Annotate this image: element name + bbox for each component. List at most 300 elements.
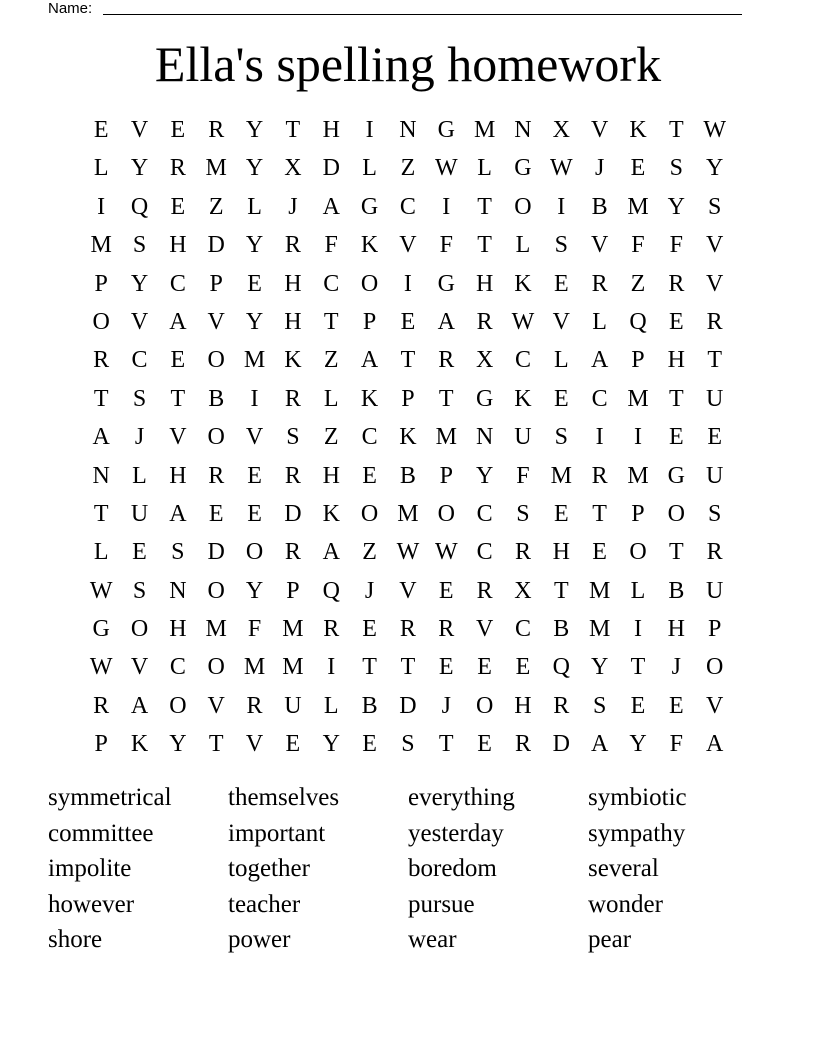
grid-letter: T bbox=[477, 193, 492, 220]
grid-letter: Y bbox=[169, 731, 187, 758]
grid-letter: S bbox=[286, 424, 300, 451]
grid-letter: M bbox=[282, 616, 304, 643]
grid-letter: E bbox=[707, 424, 722, 451]
grid-letter: E bbox=[170, 117, 186, 143]
grid-letter: R bbox=[591, 462, 608, 489]
grid-letter: B bbox=[399, 462, 416, 489]
grid-letter: S bbox=[132, 385, 147, 412]
word-list-item: shore bbox=[48, 926, 103, 953]
grid-letter: K bbox=[399, 424, 417, 451]
grid-letter: M bbox=[90, 232, 112, 259]
word-list bbox=[48, 780, 768, 958]
grid-letter: K bbox=[629, 117, 647, 143]
grid-letter: Y bbox=[590, 654, 609, 681]
grid-letter: A bbox=[92, 424, 110, 451]
grid-letter: T bbox=[707, 347, 722, 374]
grid-letter: S bbox=[592, 692, 607, 719]
grid-letter: C bbox=[514, 616, 531, 643]
grid-letter: T bbox=[630, 654, 646, 681]
grid-letter: T bbox=[323, 308, 339, 335]
word-list-item: teacher bbox=[228, 890, 301, 918]
grid-letter: T bbox=[93, 500, 109, 527]
grid-letter: F bbox=[669, 731, 683, 758]
word-list-item: committee bbox=[48, 819, 154, 847]
grid-letter: U bbox=[706, 462, 724, 489]
grid-letter: J bbox=[134, 424, 145, 451]
grid-letter: A bbox=[590, 347, 609, 374]
grid-letter: X bbox=[552, 117, 570, 143]
grid-letter: K bbox=[360, 232, 379, 259]
grid-letter: N bbox=[475, 424, 494, 451]
grid-letter: S bbox=[171, 539, 185, 566]
grid-letter: V bbox=[245, 731, 264, 758]
grid-letter: R bbox=[284, 539, 301, 566]
grid-letter: P bbox=[439, 462, 453, 489]
grid-letter: E bbox=[132, 539, 147, 566]
grid-letter: R bbox=[514, 539, 531, 566]
grid-letter: R bbox=[399, 616, 416, 643]
grid-letter: R bbox=[668, 270, 685, 297]
grid-letter: M bbox=[588, 616, 611, 643]
grid-letter: H bbox=[322, 117, 340, 143]
grid-letter: N bbox=[169, 577, 187, 604]
grid-letter: R bbox=[553, 692, 570, 719]
grid-letter: V bbox=[169, 424, 187, 451]
grid-letter: C bbox=[476, 539, 493, 566]
grid-letter: B bbox=[208, 385, 225, 412]
grid-letter: T bbox=[400, 347, 416, 374]
grid-letter: O bbox=[169, 692, 187, 719]
grid-letter: O bbox=[207, 577, 225, 604]
grid-letter: P bbox=[401, 385, 415, 412]
grid-letter: O bbox=[360, 500, 379, 527]
name-label: Name: bbox=[48, 0, 93, 17]
grid-letter: V bbox=[706, 232, 724, 259]
grid-letter: T bbox=[438, 385, 454, 412]
letter-grid bbox=[82, 111, 734, 764]
grid-letter: V bbox=[245, 424, 264, 451]
grid-letter: H bbox=[514, 692, 532, 719]
grid-letter: O bbox=[437, 500, 455, 527]
grid-letter: I bbox=[403, 270, 412, 297]
word-list-item: pursue bbox=[408, 890, 475, 918]
grid-letter: O bbox=[667, 500, 685, 527]
grid-letter: Z bbox=[323, 424, 339, 451]
grid-letter: T bbox=[477, 232, 492, 259]
grid-letter: Y bbox=[475, 462, 494, 489]
grid-letter: Z bbox=[362, 539, 377, 566]
grid-letter: H bbox=[169, 232, 187, 259]
grid-letter: R bbox=[284, 385, 301, 412]
grid-letter: D bbox=[552, 731, 570, 758]
grid-letter: L bbox=[553, 347, 569, 374]
grid-letter: N bbox=[92, 462, 110, 489]
grid-letter: P bbox=[362, 308, 377, 335]
word-list-item: boredom bbox=[408, 855, 497, 882]
grid-letter: S bbox=[554, 424, 568, 451]
grid-letter: V bbox=[552, 308, 570, 335]
grid-row bbox=[82, 149, 734, 187]
grid-letter: I bbox=[633, 616, 642, 643]
grid-letter: E bbox=[362, 616, 377, 643]
grid-letter: K bbox=[360, 385, 379, 412]
grid-letter: H bbox=[475, 270, 494, 297]
grid-letter: Q bbox=[322, 577, 340, 604]
grid-letter: W bbox=[396, 539, 420, 566]
grid-letter: I bbox=[97, 193, 106, 220]
grid-letter: P bbox=[94, 731, 108, 758]
grid-letter: O bbox=[207, 654, 225, 681]
grid-letter: J bbox=[364, 577, 375, 604]
grid-letter: O bbox=[207, 424, 225, 451]
grid-letter: S bbox=[516, 500, 530, 527]
grid-letter: G bbox=[92, 616, 110, 643]
grid-letter: P bbox=[94, 270, 108, 297]
grid-letter: V bbox=[130, 117, 149, 143]
grid-letter: L bbox=[323, 692, 339, 719]
grid-row bbox=[82, 725, 734, 763]
grid-letter: U bbox=[514, 424, 532, 451]
grid-letter: E bbox=[553, 270, 569, 297]
grid-letter: V bbox=[207, 308, 225, 335]
grid-row bbox=[82, 111, 734, 149]
grid-letter: L bbox=[323, 385, 339, 412]
word-list-item: impolite bbox=[48, 855, 132, 882]
grid-letter: V bbox=[706, 270, 724, 297]
grid-letter: V bbox=[207, 692, 225, 719]
grid-letter: M bbox=[627, 462, 649, 489]
grid-letter: N bbox=[399, 117, 417, 143]
grid-letter: U bbox=[706, 385, 724, 412]
grid-letter: R bbox=[706, 539, 723, 566]
grid-letter: E bbox=[668, 692, 684, 719]
grid-letter: O bbox=[629, 539, 647, 566]
grid-letter: Z bbox=[630, 270, 646, 297]
grid-row bbox=[82, 226, 734, 264]
grid-letter: R bbox=[591, 270, 608, 297]
grid-letter: O bbox=[130, 616, 149, 643]
grid-letter: Z bbox=[208, 193, 224, 220]
grid-letter: V bbox=[399, 232, 417, 259]
grid-letter: G bbox=[514, 155, 532, 182]
grid-row bbox=[82, 610, 734, 648]
grid-letter: R bbox=[323, 616, 340, 643]
grid-letter: T bbox=[362, 654, 377, 681]
grid-letter: T bbox=[170, 385, 186, 412]
grid-letter: T bbox=[668, 385, 684, 412]
grid-letter: E bbox=[592, 539, 607, 566]
grid-letter: C bbox=[131, 347, 148, 374]
grid-letter: D bbox=[322, 155, 340, 182]
grid-letter: E bbox=[400, 308, 416, 335]
grid-letter: D bbox=[399, 692, 417, 719]
grid-letter: E bbox=[170, 347, 186, 374]
grid-letter: H bbox=[667, 616, 685, 643]
grid-letter: E bbox=[515, 654, 531, 681]
grid-row bbox=[82, 572, 734, 610]
grid-letter: S bbox=[554, 232, 568, 259]
grid-letter: O bbox=[92, 308, 110, 335]
grid-letter: I bbox=[250, 385, 259, 412]
grid-letter: Q bbox=[130, 193, 149, 220]
grid-letter: R bbox=[169, 155, 186, 182]
grid-letter: V bbox=[399, 577, 417, 604]
grid-letter: E bbox=[362, 462, 377, 489]
grid-letter: V bbox=[130, 308, 149, 335]
grid-letter: Z bbox=[323, 347, 339, 374]
grid-letter: G bbox=[437, 270, 455, 297]
grid-letter: L bbox=[93, 539, 109, 566]
grid-letter: R bbox=[284, 462, 301, 489]
grid-letter: M bbox=[627, 193, 649, 220]
grid-letter: B bbox=[668, 577, 685, 604]
grid-letter: R bbox=[476, 577, 493, 604]
grid-letter: C bbox=[169, 270, 186, 297]
grid-letter: L bbox=[592, 308, 607, 335]
grid-letter: L bbox=[362, 155, 377, 182]
grid-letter: S bbox=[669, 155, 683, 182]
grid-letter: A bbox=[706, 731, 724, 758]
grid-row bbox=[82, 418, 734, 456]
grid-letter: P bbox=[209, 270, 223, 297]
grid-letter: B bbox=[361, 692, 378, 719]
word-list-item: pear bbox=[588, 926, 632, 953]
grid-letter: F bbox=[516, 462, 530, 489]
grid-letter: V bbox=[130, 654, 149, 681]
grid-letter: A bbox=[437, 308, 455, 335]
grid-letter: Z bbox=[400, 155, 416, 182]
grid-letter: A bbox=[322, 539, 340, 566]
grid-letter: I bbox=[442, 193, 451, 220]
grid-letter: E bbox=[93, 117, 109, 143]
grid-letter: Y bbox=[706, 155, 724, 182]
grid-letter: P bbox=[631, 500, 645, 527]
grid-letter: Q bbox=[552, 654, 570, 681]
grid-letter: K bbox=[514, 270, 532, 297]
grid-letter: D bbox=[207, 232, 225, 259]
grid-letter: M bbox=[397, 500, 419, 527]
grid-letter: J bbox=[671, 654, 681, 681]
word-list-item: everything bbox=[408, 784, 515, 811]
grid-letter: S bbox=[132, 577, 147, 604]
grid-letter: A bbox=[322, 193, 340, 220]
grid-letter: E bbox=[247, 270, 262, 297]
word-list-item: symmetrical bbox=[48, 784, 172, 811]
grid-row bbox=[82, 648, 734, 686]
grid-letter: A bbox=[590, 731, 609, 758]
grid-letter: H bbox=[322, 462, 340, 489]
grid-letter: H bbox=[284, 270, 302, 297]
grid-letter: E bbox=[247, 500, 262, 527]
name-field bbox=[48, 0, 742, 18]
grid-letter: R bbox=[706, 308, 723, 335]
grid-letter: H bbox=[667, 347, 685, 374]
grid-row bbox=[82, 495, 734, 533]
grid-letter: T bbox=[208, 731, 224, 758]
grid-letter: M bbox=[205, 155, 227, 182]
grid-letter: W bbox=[549, 155, 573, 182]
grid-letter: B bbox=[591, 193, 608, 220]
grid-letter: G bbox=[475, 385, 494, 412]
grid-letter: U bbox=[706, 577, 724, 604]
grid-letter: M bbox=[473, 117, 496, 143]
grid-letter: Q bbox=[629, 308, 647, 335]
word-list-item: power bbox=[228, 926, 291, 953]
grid-letter: E bbox=[438, 654, 454, 681]
grid-letter: K bbox=[514, 385, 532, 412]
grid-letter: O bbox=[245, 539, 264, 566]
grid-letter: R bbox=[93, 347, 110, 374]
grid-letter: W bbox=[511, 308, 535, 335]
grid-letter: G bbox=[437, 117, 455, 143]
grid-letter: L bbox=[93, 155, 109, 182]
grid-letter: I bbox=[557, 193, 566, 220]
word-list-item: symbiotic bbox=[588, 784, 687, 811]
grid-letter: M bbox=[282, 654, 304, 681]
grid-letter: M bbox=[588, 577, 611, 604]
grid-letter: M bbox=[435, 424, 457, 451]
grid-letter: F bbox=[247, 616, 262, 643]
grid-letter: Y bbox=[245, 577, 264, 604]
grid-letter: L bbox=[515, 232, 531, 259]
grid-letter: T bbox=[438, 731, 454, 758]
grid-letter: Y bbox=[629, 731, 647, 758]
grid-letter: E bbox=[170, 193, 186, 220]
grid-letter: C bbox=[361, 424, 378, 451]
grid-letter: D bbox=[284, 500, 302, 527]
grid-letter: J bbox=[288, 193, 298, 220]
grid-row bbox=[82, 380, 734, 418]
grid-letter: E bbox=[208, 500, 224, 527]
grid-letter: G bbox=[360, 193, 379, 220]
grid-letter: K bbox=[130, 731, 149, 758]
grid-letter: W bbox=[434, 539, 458, 566]
word-list-item: themselves bbox=[228, 784, 340, 811]
grid-letter: O bbox=[207, 347, 225, 374]
grid-letter: M bbox=[627, 385, 649, 412]
grid-letter: V bbox=[590, 232, 609, 259]
grid-letter: J bbox=[441, 692, 451, 719]
grid-row bbox=[82, 687, 734, 725]
grid-letter: H bbox=[169, 616, 187, 643]
grid-letter: L bbox=[477, 155, 492, 182]
grid-letter: T bbox=[400, 654, 416, 681]
grid-letter: T bbox=[668, 539, 684, 566]
grid-letter: W bbox=[434, 155, 458, 182]
grid-letter: O bbox=[706, 654, 724, 681]
grid-letter: A bbox=[360, 347, 379, 374]
grid-letter: L bbox=[630, 577, 646, 604]
grid-letter: T bbox=[668, 117, 684, 143]
grid-letter: Y bbox=[130, 155, 149, 182]
grid-letter: T bbox=[93, 385, 109, 412]
grid-letter: Y bbox=[245, 117, 264, 143]
grid-letter: O bbox=[475, 692, 494, 719]
grid-letter: C bbox=[591, 385, 608, 412]
word-list-item: several bbox=[588, 855, 659, 882]
grid-letter: T bbox=[553, 577, 569, 604]
word-list-item: wear bbox=[408, 926, 457, 953]
grid-letter: P bbox=[707, 616, 722, 643]
grid-letter: R bbox=[514, 731, 531, 758]
grid-letter: H bbox=[284, 308, 302, 335]
grid-letter: R bbox=[438, 347, 455, 374]
word-list-item: sympathy bbox=[588, 819, 686, 847]
grid-letter: E bbox=[668, 424, 684, 451]
grid-letter: W bbox=[89, 654, 113, 681]
grid-letter: S bbox=[707, 193, 722, 220]
grid-letter: R bbox=[476, 308, 493, 335]
grid-letter: S bbox=[132, 232, 147, 259]
grid-letter: F bbox=[439, 232, 453, 259]
grid-letter: M bbox=[243, 347, 266, 374]
grid-letter: R bbox=[208, 117, 225, 143]
grid-letter: X bbox=[475, 347, 494, 374]
grid-letter: E bbox=[477, 731, 492, 758]
grid-row bbox=[82, 457, 734, 495]
grid-letter: Y bbox=[245, 308, 264, 335]
grid-letter: E bbox=[553, 500, 569, 527]
grid-letter: P bbox=[286, 577, 300, 604]
grid-letter: H bbox=[169, 462, 187, 489]
word-list-item: yesterday bbox=[408, 819, 504, 847]
grid-row bbox=[82, 265, 734, 303]
word-list-item: however bbox=[48, 890, 135, 918]
grid-letter: R bbox=[208, 462, 225, 489]
grid-letter: W bbox=[89, 577, 113, 604]
grid-letter: C bbox=[169, 654, 186, 681]
grid-letter: Y bbox=[245, 155, 264, 182]
grid-letter: L bbox=[247, 193, 262, 220]
grid-letter: R bbox=[246, 692, 263, 719]
page-title: Ella's spelling homework bbox=[154, 36, 662, 92]
grid-letter: C bbox=[323, 270, 340, 297]
grid-letter: W bbox=[703, 117, 726, 143]
word-list-item: important bbox=[228, 819, 326, 847]
grid-letter: X bbox=[284, 155, 302, 182]
grid-letter: M bbox=[205, 616, 227, 643]
grid-letter: X bbox=[514, 577, 532, 604]
grid-letter: U bbox=[284, 692, 302, 719]
grid-letter: V bbox=[706, 692, 724, 719]
grid-letter: K bbox=[284, 347, 302, 374]
grid-letter: D bbox=[207, 539, 225, 566]
grid-letter: U bbox=[130, 500, 149, 527]
grid-letter: E bbox=[668, 308, 684, 335]
grid-letter: B bbox=[553, 616, 570, 643]
grid-letter: C bbox=[399, 193, 416, 220]
grid-letter: F bbox=[631, 232, 645, 259]
grid-letter: Y bbox=[130, 270, 149, 297]
grid-row bbox=[82, 303, 734, 341]
grid-letter: L bbox=[132, 462, 147, 489]
grid-letter: E bbox=[362, 731, 377, 758]
grid-letter: T bbox=[285, 117, 301, 143]
grid-letter: G bbox=[667, 462, 685, 489]
grid-letter: E bbox=[477, 654, 492, 681]
grid-letter: K bbox=[322, 500, 340, 527]
grid-letter: M bbox=[550, 462, 572, 489]
grid-letter: C bbox=[476, 500, 493, 527]
grid-letter: H bbox=[552, 539, 570, 566]
name-blank-line bbox=[103, 14, 742, 15]
grid-letter: V bbox=[590, 117, 609, 143]
grid-row bbox=[82, 341, 734, 379]
grid-letter: E bbox=[438, 577, 454, 604]
grid-letter: N bbox=[514, 117, 532, 143]
word-list-item: together bbox=[228, 855, 310, 882]
grid-letter: T bbox=[592, 500, 607, 527]
